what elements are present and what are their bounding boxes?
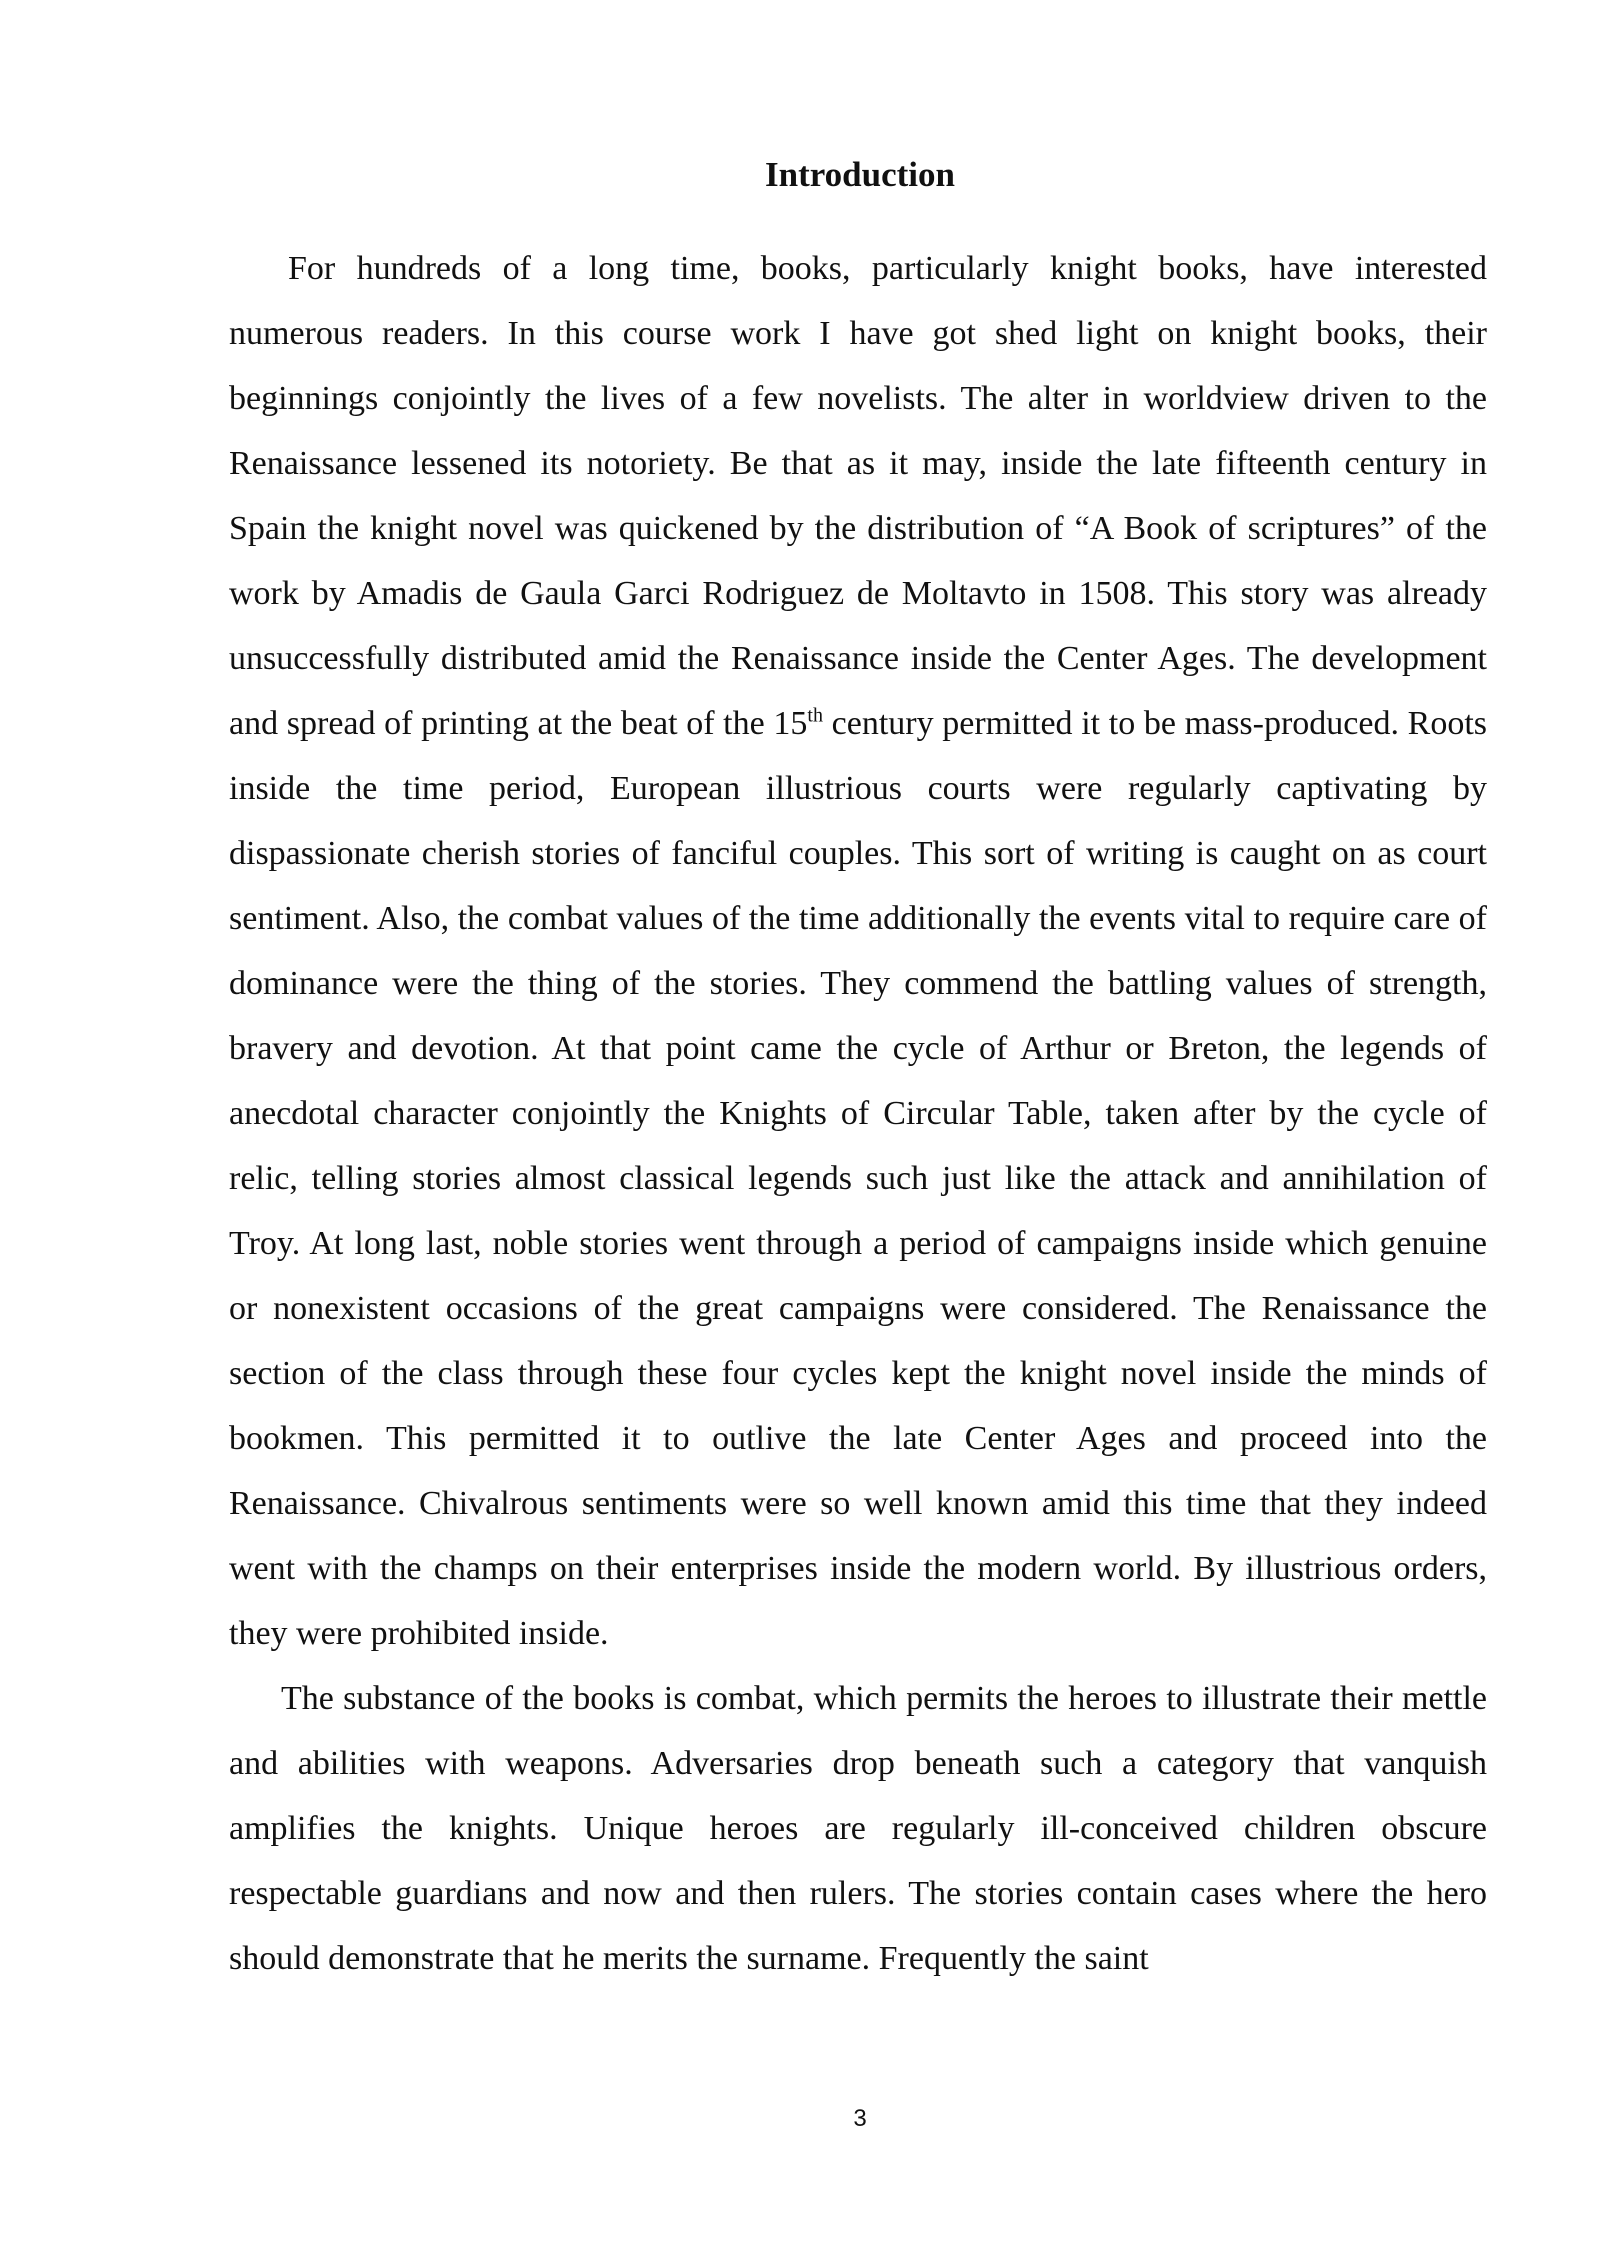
page-number: 3 <box>853 2105 867 2132</box>
superscript-th: th <box>807 704 823 727</box>
section-title: Introduction <box>765 155 955 194</box>
paragraph-1-text-after: century permitted it to be mass-produced. Roots inside the time period, European illustrious courts were regularly captivating by dispassionate cherish stories of fanciful couples. This sort of writing is caught on as court sentiment. Also, the combat values of the time additionally the events vital to require care of dominance were the thing of the stories. They commend the battling values of strength, bravery and devotion. At that point came the cycle of Arthur or Breton, the legends of anecdotal character conjointly the Knights of Circular Table, taken after by the cycle of relic, telling stories almost classical legends such just like the attack and annihilation of Troy. At long last, noble stories went through a period of campaigns inside which genuine or nonexistent occasions of the great campaigns were considered. The Renaissance the section of the class through these four cycles kept the knight novel inside the minds of bookmen. This permitted it to outlive the late Center Ages and proceed into the Renaissance. Chivalrous sentiments were so well known amid this time that they indeed went with the champs on their enterprises inside the modern world. By illustrious orders, they were prohibited inside. <box>229 705 1488 1652</box>
paragraph-2: The substance of the books is combat, which permits the heroes to illustrate their mettle and abilities with weapons. Adversaries drop beneath such a category that vanquish amplifies the knights. Unique heroes are regularly ill-conceived children obscure respectable guardians and now and then rulers. The stories contain cases where the hero should demonstrate that he merits the surname. Frequently the saint <box>229 1680 1487 1977</box>
body-text <box>229 236 1487 1991</box>
paragraph-1-text-before: For hundreds of a long time, books, particularly knight books, have interested numerous readers. In this course work I have got shed light on knight books, their beginnings conjointly the lives of a few novelists. The alter in worldview driven to the Renaissance lessened its notoriety. Be that as it may, inside the late fifteenth century in Spain the knight novel was quickened by the distribution of “A Book of scriptures” of the work by Amadis de Gaula Garci Rodriguez de Moltavto in 1508. This story was already unsuccessfully distributed amid the Renaissance inside the Center Ages. The development and spread of printing at the beat of the 15 <box>229 250 1487 742</box>
paragraph-1 <box>229 236 1487 1666</box>
